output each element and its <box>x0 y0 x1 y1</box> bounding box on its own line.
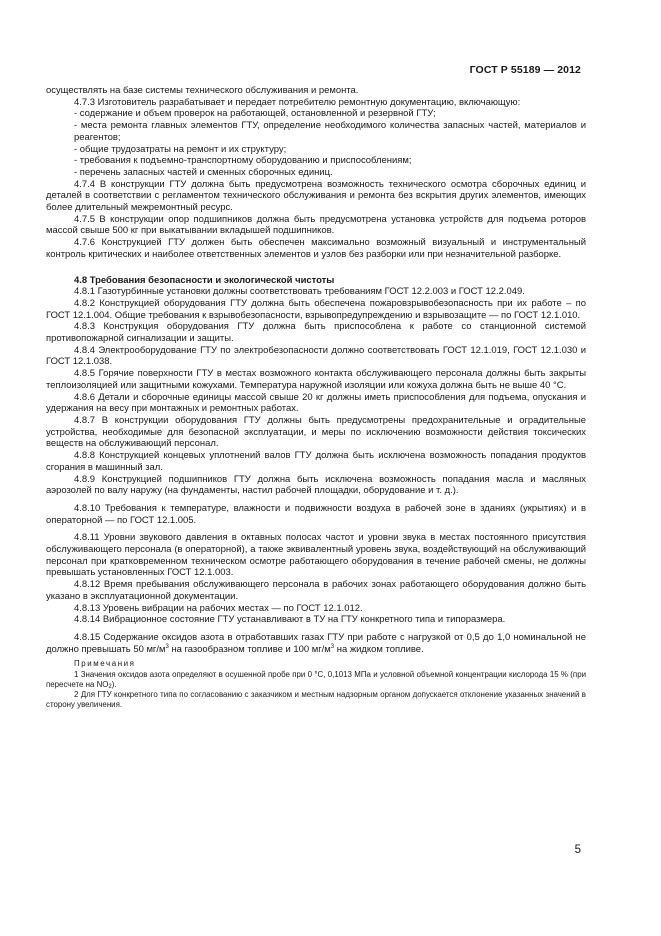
paragraph-4-8-13: 4.8.13 Уровень вибрации на рабочих местах — по ГОСТ 12.1.012. <box>74 602 363 614</box>
paragraph-4-8-12: 4.8.12 Время пребывания обслуживающего персонала в рабочих зонах работающего оборудования должно быть указано в эксплуатационной документации. <box>46 579 586 602</box>
paragraph-4-8-8: 4.8.8 Конструкцией концевых уплотнений валов ГТУ должна быть исключена возможность попадания продуктов сгорания в машинный зал. <box>46 450 586 473</box>
paragraph-4-8-14: 4.8.14 Вибрационное состояние ГТУ устанавливают в ТУ на ГТУ конкретного типа и типоразмера. <box>74 614 506 626</box>
page-number: 5 <box>574 844 581 856</box>
section-heading-4-8: 4.8 Требования безопасности и экологической чистоты <box>74 274 335 286</box>
paragraph-4-8-11: 4.8.11 Уровни звукового давления в октавных полосах частот и уровни звука в местах постоянного присутствия обслуживающего персонала (в операторной), а также эквивалентный уровень звука, воздействующий на обслуживающий персонал при кратковременном техническом осмотре работающего оборудования в течение рабочей смены, не должны превышать установленных ГОСТ 12.1.003. <box>46 532 586 579</box>
superscript-3: 3 <box>330 643 335 650</box>
note-1-end: ). <box>111 679 117 689</box>
subscript-2: 2 <box>108 683 112 690</box>
paragraph-4-8-15-part-1: 4.8.15 Содержание оксидов азота в отработавших газах ГТУ при работе с нагрузкой от 0,5 до 1,0 номинальной не должно превышать 50 мг/м <box>46 631 586 655</box>
paragraph-4-7-4: 4.7.4 В конструкции ГТУ должна быть предусмотрена возможность технического осмотра сборочных единиц и деталей в соответствии с регламентом технического обслуживания и ремонта без вскрытия других элементов, имеющих более длительный межремонтный ресурс. <box>46 178 586 214</box>
paragraph-4-7-5: 4.7.5 В конструкции опор подшипников должна быть предусмотрена установка устройств для подъема роторов массой свыше 500 кг при выкатывании вкладышей подшипников. <box>46 213 586 237</box>
page-body <box>46 85 586 710</box>
list-item: - требования к подъемно-транспортному оборудованию и приспособлениям; <box>74 155 412 167</box>
note-1-text: 1 Значения оксидов азота определяют в осушенной пробе при 0 °С, 0,1013 МПа и условной объемной концентрации кислорода 15 % (при пересчете на NO <box>46 669 586 689</box>
notes-title: Примечания <box>74 659 136 669</box>
superscript-3: 3 <box>165 643 169 650</box>
list-item: - содержание и объем проверок на работающей, остановленной и резервной ГТУ; <box>74 108 436 120</box>
paragraph-intro: осуществлять на базе системы технического обслуживания и ремонта. <box>46 85 359 96</box>
paragraph-4-8-6: 4.8.6 Детали и сборочные единицы массой свыше 20 кг должны иметь приспособления для подъема, опускания и удержания на весу при монтажных и ремонтных работах. <box>46 391 586 415</box>
list-item: - перечень запасных частей и сменных сборочных единиц. <box>74 166 333 178</box>
paragraph-4-7-3: 4.7.3 Изготовитель разрабатывает и передает потребителю ремонтную документацию, включающую: <box>74 96 521 108</box>
list-item: - места ремонта главных элементов ГТУ, определение необходимого количества запасных частей, материалов и реагентов; <box>74 120 586 143</box>
paragraph-4-7-6: 4.7.6 Конструкцией ГТУ должен быть обеспечен максимально возможный визуальный и инструментальный контроль критических и наиболее ответственных элементов и узлов без разборки или при незначительной разборке. <box>46 237 586 260</box>
paragraph-4-8-10: 4.8.10 Требования к температуре, влажности и подвижности воздуха в рабочей зоне в зданиях (укрытиях) и в операторной — по ГОСТ 12.1.005. <box>46 502 586 526</box>
note-2: 2 Для ГТУ конкретного типа по согласованию с заказчиком и местным надзорным органом допускается отклонение указанных значений в сторону увеличения. <box>46 689 586 710</box>
paragraph-4-8-3: 4.8.3 Конструкция оборудования ГТУ должна быть приспособлена к работе со станционной системой противопожарной сигнализации и защиты. <box>46 321 586 345</box>
paragraph-4-8-9: 4.8.9 Конструкцией подшипников ГТУ должна быть исключена возможность попадания масла и масляных аэрозолей по валу наружу (на фундаменты, настил рабочей площадки, оборудование и т. д.). <box>46 473 586 497</box>
notes-block <box>46 659 586 710</box>
paragraph-4-8-4: 4.8.4 Электрооборудование ГТУ по электробезопасности должно соответствовать ГОСТ 12.1.019, ГОСТ 12.1.030 и ГОСТ 12.1.038. <box>46 344 586 368</box>
paragraph-4-8-2: 4.8.2 Конструкцией оборудования ГТУ должна быть обеспечена пожаровзрывобезопасность при их работе – по ГОСТ 12.1.004. Общие требования к взрывобезопасности, взрывопредупреждению и взрывозащите — по ГОСТ 12.1.010. <box>46 297 586 321</box>
paragraph-4-8-15 <box>46 632 586 655</box>
paragraph-4-8-1: 4.8.1 Газотурбинные установки должны соответствовать требованиям ГОСТ 12.2.003 и ГОСТ 12.2.049. <box>74 286 525 298</box>
note-1 <box>46 670 586 690</box>
paragraph-4-8-7: 4.8.7 В конструкции оборудования ГТУ должны быть предусмотрены предохранительные и оградительные устройства, необходимые для безопасной эксплуатации, и меры по исключению возможности действия токсических веществ на обслуживающий персонал. <box>46 414 586 450</box>
paragraph-4-8-5: 4.8.5 Горячие поверхности ГТУ в местах возможного контакта обслуживающего персонала должны быть закрыты теплоизоляцией или защитными кожухами. Температура наружной изоляции или кожуха должна быть не выше 40 °С. <box>46 368 586 391</box>
list-item: - общие трудозатраты на ремонт и их структуру; <box>74 143 287 155</box>
paragraph-4-8-15-part-3: на жидком топливе. <box>334 643 424 655</box>
document-header: ГОСТ Р 55189 — 2012 <box>469 64 581 76</box>
paragraph-4-8-15-part-2: на газообразном топливе и 100 мг/м <box>168 643 331 655</box>
